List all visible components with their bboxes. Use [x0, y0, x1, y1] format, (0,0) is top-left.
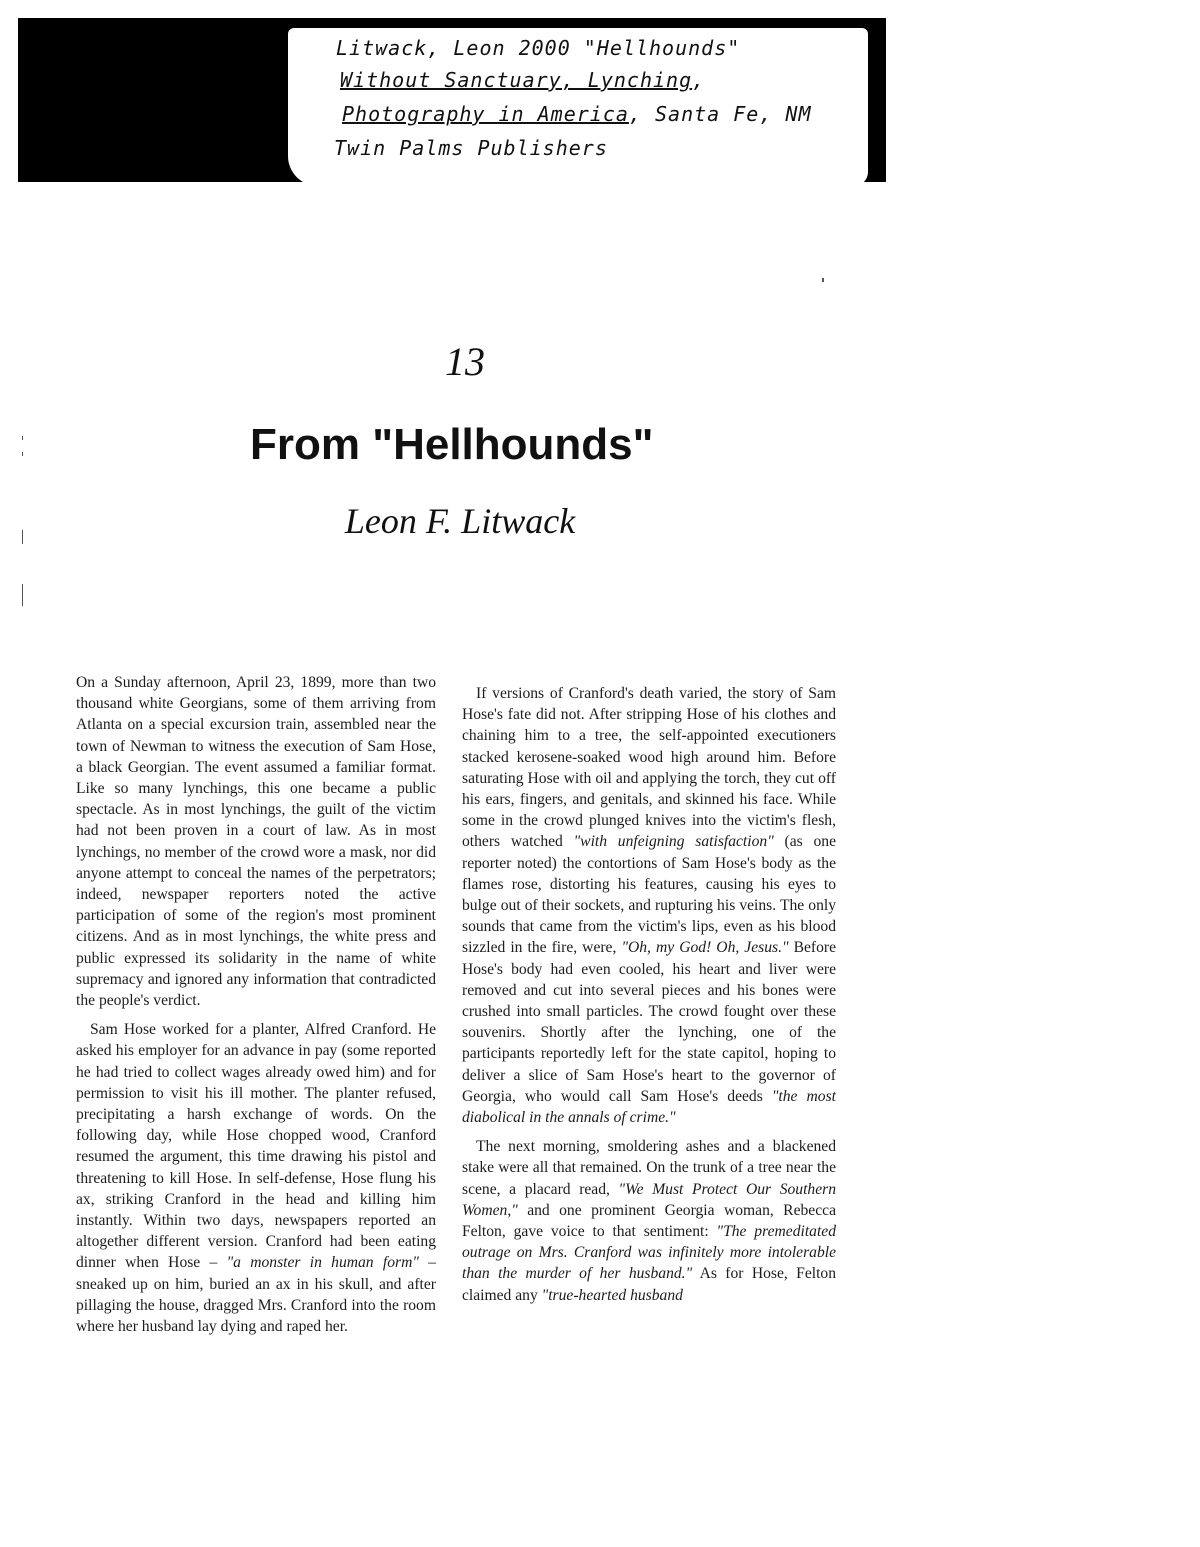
paragraph: If versions of Cranford's death varied, the story of Sam Hose's fate did not. After stripping Hose of his clothes and chaining him to a tree, the self-appointed executioners stacked kerosene-soaked wood high around him. Before saturating Hose with oil and applying the torch, they cut off his ears, fingers, and genitals, and skinned his face. While some in the crowd plunged knives into the victim's flesh, others watched "with unfeigning satisfaction" (as one reporter noted) the contortions of Sam Hose's body as the flames rose, distorting his features, causing his eyes to bulge out of their sockets, and rupturing his veins. The only sounds that came from the victim's lips, even as his blood sizzled in the fire, were, "Oh, my God! Oh, Jesus." Before Hose's body had even cooled, his heart and liver were removed and cut into several pieces and his bones were crushed into small particles. The crowd fought over these souvenirs. Shortly after the lynching, one of the participants reportedly left for the state capitol, hoping to deliver a slice of Sam Hose's heart to the governor of Georgia, who would call Sam Hose's deeds "the most diabolical in the annals of crime." [462, 685, 837, 1127]
note-line-1: Litwack, Leon 2000 "Hellhounds" [336, 36, 741, 60]
scan-speck [22, 452, 23, 456]
quote: "The premeditated outrage on Mrs. Cranford was infinitely more intolerable than the murder of her husband." [462, 1223, 836, 1283]
right-text-column [462, 683, 836, 1314]
note-line-2 [340, 68, 705, 92]
scan-speck [22, 436, 23, 440]
left-text-column [76, 672, 436, 1345]
note-line-4: Twin Palms Publishers [334, 136, 608, 160]
chapter-author: Leon F. Litwack [344, 501, 576, 541]
quote: "Oh, my God! Oh, Jesus." [621, 939, 789, 957]
scan-speck [822, 278, 824, 282]
note-line-3-end: , Santa Fe, NM [628, 102, 812, 126]
scan-speck [22, 584, 23, 606]
chapter-number: 13 [445, 339, 485, 384]
handwritten-citation-note [288, 28, 868, 186]
quote: "true-hearted husband [541, 1286, 683, 1304]
note-book-title-part2: Photography in America [342, 102, 629, 126]
note-book-title-part1: Without Sanctuary, Lynching [340, 68, 693, 92]
quote: "We Must Protect Our Southern Women," [462, 1180, 836, 1219]
paragraph: Sam Hose worked for a planter, Alfred Cranford. He asked his employer for an advance in pay (some reported he had tried to collect wages already owed him) and for permission to visit his ill mother. The planter refused, precipitating a harsh exchange of words. On the following day, while Hose chopped wood, Cranford resumed the argument, this time drawing his pistol and threatening to kill Hose. In self-defense, Hose flung his ax, striking Cranford in the head and killing him instantly. Within two days, newspapers reported an altogether different version. Cranford had been eating dinner when Hose – "a monster in human form" – sneaked up on him, buried an ax in his skull, and after pillaging the house, dragged Mrs. Cranford into the room where her husband lay dying and raped her. [76, 1021, 436, 1336]
paragraph: On a Sunday afternoon, April 23, 1899, more than two thousand white Georgians, some of them arriving from Atlanta on a special excursion train, assembled near the town of Newman to witness the execution of Sam Hose, a black Georgian. The event assumed a familiar format. Like so many lynchings, this one became a public spectacle. As in most lynchings, the guilt of the victim had not been proven in a court of law. As in most lynchings, no member of the crowd wore a mask, nor did anyone attempt to conceal the names of the perpetrators; indeed, newspaper reporters noted the active participation of some of the region's most prominent citizens. And as in most lynchings, the white press and public expressed its solidarity in the name of white supremacy and ignored any information that contradicted the people's verdict. [76, 674, 436, 1010]
quote: "a monster in human form" [226, 1254, 419, 1272]
paragraph: The next morning, smoldering ashes and a blackened stake were all that remained. On the trunk of a tree near the scene, a placard read, "We Must Protect Our Southern Women," and one prominent Georgia woman, Rebecca Felton, gave voice to that sentiment: "The premeditated outrage on Mrs. Cranford was infinitely more intolerable than the murder of her husband." As for Hose, Felton claimed any "true-hearted husband [462, 1138, 837, 1304]
note-line-2-end: , [692, 68, 706, 92]
note-line-3 [342, 102, 811, 126]
chapter-title: From "Hellhounds" [250, 420, 654, 469]
quote: "with unfeigning satisfaction" [573, 833, 774, 851]
quote: "the most diabolical in the annals of crime." [462, 1087, 836, 1127]
